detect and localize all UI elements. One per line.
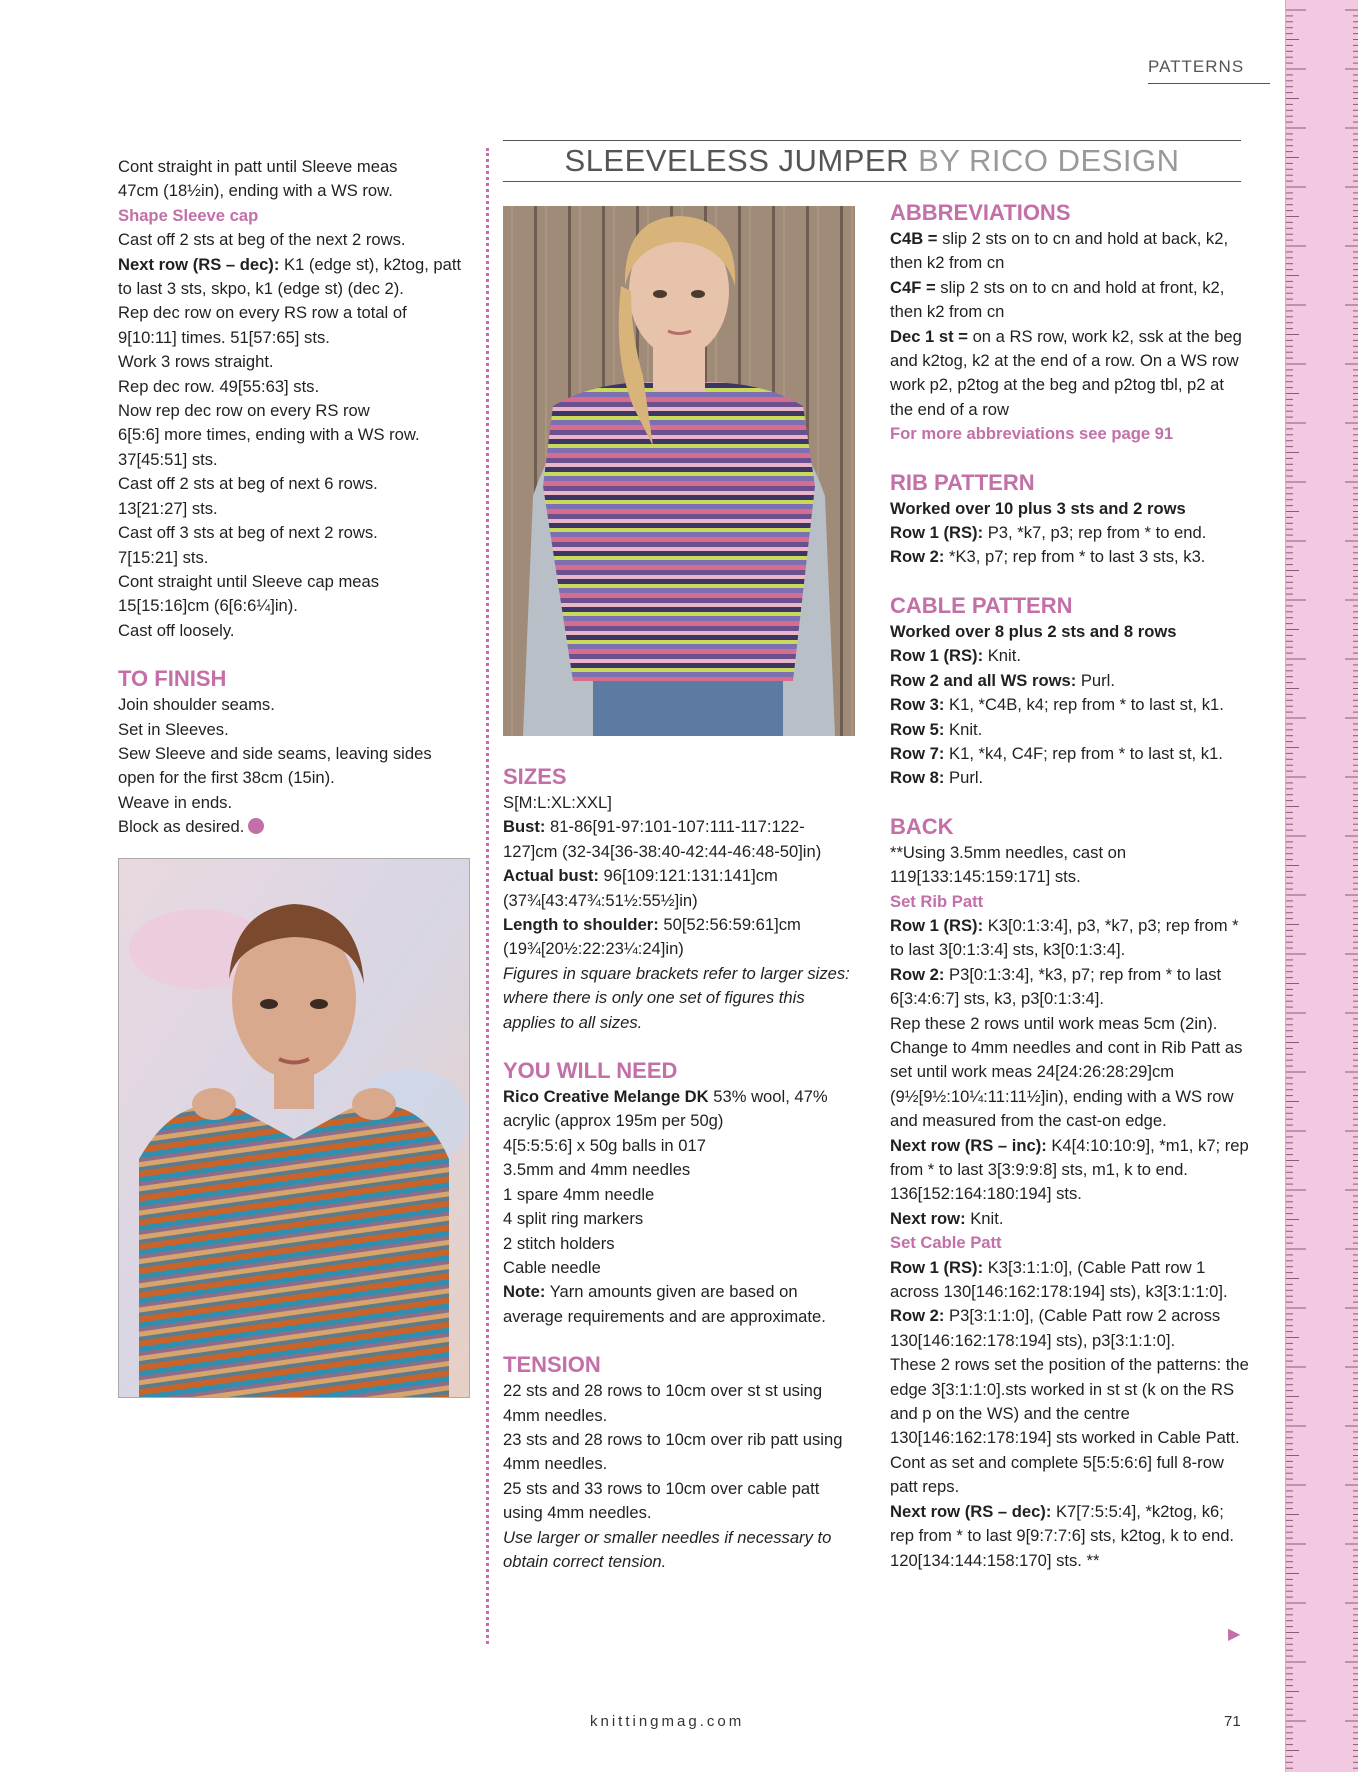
paragraph <box>503 913 858 962</box>
list-item: 2 stitch holders <box>503 1233 615 1253</box>
title-by: BY RICO DESIGN <box>918 143 1180 178</box>
yarn-desc: 53% wool, 47% acrylic (approx 195m per 50g) <box>503 1087 828 1131</box>
row-item <box>890 963 1250 1012</box>
row-text: K1, *C4B, k4; rep from * to last st, k1. <box>944 695 1224 715</box>
text-line: 9[10:11] times. 51[57:65] sts. <box>118 327 330 347</box>
abbr-term: C4F = <box>890 277 936 297</box>
sizes-list: S[M:L:XL:XXL] <box>503 793 612 812</box>
list-item: 4[5:5:5:6] x 50g balls in 017 <box>503 1135 706 1155</box>
row-label: Row 2: <box>890 964 945 984</box>
ruler-ticks <box>1286 0 1358 1772</box>
title-main: SLEEVELESS JUMPER <box>564 143 909 178</box>
text-line: Weave in ends. <box>118 792 233 812</box>
yarn-name: Rico Creative Melange DK <box>503 1087 709 1107</box>
row-item <box>890 1304 1250 1353</box>
abbr-term: C4B = <box>890 229 938 248</box>
subheading-set-rib-patt: Set Rib Patt <box>890 891 984 911</box>
row-text: P3, *k7, p3; rep from * to end. <box>983 523 1207 543</box>
paragraph <box>503 815 858 864</box>
row-text: Purl. <box>1076 670 1115 690</box>
paragraph: Change to 4mm needles and cont in Rib Patt as set until work meas 24[24:26:28:29]cm (9½[9½:10¼:11:11½]in), ending with a WS row and measured from the cast-on edge. <box>890 1037 1243 1131</box>
row-item <box>890 1207 1250 1231</box>
abbr-def: on a RS row, work k2, ssk at the beg and k2tog, k2 at the end of a row. On a WS row work p2, p2tog at the beg and p2tog tbl, p2 at the end of a row <box>890 326 1242 419</box>
more-abbreviations-link[interactable]: For more abbreviations see page 91 <box>890 424 1174 444</box>
row-label: Row 5: <box>890 719 945 739</box>
row-label: Row 8: <box>890 768 945 788</box>
paragraph: Rep these 2 rows until work meas 5cm (2in). <box>890 1013 1218 1033</box>
paragraph <box>118 253 468 302</box>
sizes-note <box>503 962 858 1035</box>
row-item <box>890 1500 1250 1573</box>
label: Actual bust: <box>503 866 599 886</box>
row-label: Next row (RS – dec): <box>890 1501 1052 1521</box>
column-divider <box>486 148 489 1644</box>
row-text: P3[3:1:1:0], (Cable Patt row 2 across 130[146:162:178:194] sts), p3[3:1:1:0]. <box>890 1306 1221 1350</box>
paragraph: These 2 rows set the position of the patterns: the edge 3[3:1:1:0].sts worked in st st (k on the RS and p on the WS) and the centre 130[146:162:178:194] sts worked in Cable Patt. <box>890 1355 1249 1448</box>
page-number: 71 <box>1224 1713 1241 1730</box>
arrow-right-icon: ▶ <box>1228 1626 1241 1643</box>
label: Length to shoulder: <box>503 915 659 935</box>
row-label: Next row (RS – inc): <box>890 1135 1047 1155</box>
row-text: K3[0:1:3:4], p3, *k7, p3; rep from * to last 3[0:1:3:4] sts, k3[0:1:3:4]. <box>890 915 1239 960</box>
list-item: 25 sts and 33 rows to 10cm over cable patt using 4mm needles. <box>503 1478 820 1523</box>
heading-rib-pattern: RIB PATTERN <box>890 469 1035 495</box>
row-item <box>890 718 1250 742</box>
text-line: Cont straight in patt until Sleeve meas <box>118 157 398 176</box>
intro-text: Worked over 8 plus 2 sts and 8 rows <box>890 621 1177 641</box>
tension-note <box>503 1526 858 1575</box>
row-label: Row 1 (RS): <box>890 646 984 666</box>
row-label: Next row (RS – dec): <box>118 254 280 274</box>
page-title <box>503 140 1241 182</box>
row-label: Row 1 (RS): <box>890 523 984 543</box>
value: Yarn amounts given are based on average requirements and are approximate. <box>503 1282 826 1326</box>
photo-illustration <box>119 859 469 1397</box>
row-text: Knit. <box>965 1208 1004 1228</box>
photo-model-jumper <box>118 858 470 1398</box>
paragraph: **Using 3.5mm needles, cast on 119[133:145:159:171] sts. <box>890 842 1127 887</box>
text-line: Join shoulder seams. <box>118 695 275 715</box>
heading-sizes: SIZES <box>503 764 567 789</box>
text-line <box>118 815 468 839</box>
row-text: K4[4:10:10:9], *m1, k7; rep from * to last 3[3:9:9:8] sts, m1, k to end. 136[152:164:180:194] sts. <box>890 1135 1249 1204</box>
ruler <box>1285 0 1358 1772</box>
text-line: Work 3 rows straight. <box>118 352 274 372</box>
row-item <box>890 742 1250 766</box>
abbr-def: slip 2 sts on to cn and hold at back, k2, then k2 from cn <box>890 229 1229 273</box>
row-item <box>890 1256 1250 1305</box>
abbr-item <box>890 325 1250 423</box>
column-3 <box>890 199 1250 1573</box>
list-item: 4 split ring markers <box>503 1209 644 1229</box>
photo-illustration <box>503 206 855 736</box>
list-item: Cable needle <box>503 1257 601 1277</box>
row-text: P3[0:1:3:4], *k3, p7; rep from * to last 6[3:4:6:7] sts, k3, p3[0:1:3:4]. <box>890 964 1222 1009</box>
cable-intro <box>890 620 1250 644</box>
row-item <box>890 914 1250 963</box>
value: 50[52:56:59:61]cm (19¾[20½:22:23¼:24]in) <box>503 915 801 959</box>
row-item <box>890 644 1250 668</box>
list-item: 3.5mm and 4mm needles <box>503 1160 691 1180</box>
abbr-item <box>890 276 1250 325</box>
row-label: Row 2 and all WS rows: <box>890 670 1077 690</box>
heading-you-will-need: YOU WILL NEED <box>503 1058 678 1084</box>
heading-cable-pattern: CABLE PATTERN <box>890 592 1073 618</box>
yarn-ball-icon <box>248 818 264 834</box>
note-text: Figures in square brackets refer to larger sizes: where there is only one set of figures this applies to all sizes. <box>503 963 850 1032</box>
row-label: Row 1 (RS): <box>890 915 984 935</box>
row-item <box>890 693 1250 717</box>
row-text: K1 (edge st), k2tog, patt to last 3 sts, skpo, k1 (edge st) (dec 2). <box>118 254 462 299</box>
heading-abbreviations: ABBREVIATIONS <box>890 200 1071 225</box>
text-line: 6[5:6] more times, ending with a WS row. <box>118 425 420 445</box>
row-item <box>890 521 1250 545</box>
row-label: Row 2: <box>890 1306 945 1326</box>
text-line: open for the first 38cm (15in). <box>118 768 335 788</box>
text-line: Cast off loosely. <box>118 620 235 640</box>
text-line: 7[15:21] sts. <box>118 547 209 567</box>
list-item: 22 sts and 28 rows to 10cm over st st using 4mm needles. <box>503 1381 823 1425</box>
section-label: PATTERNS <box>1148 57 1270 84</box>
row-item <box>890 545 1250 569</box>
column-1 <box>118 155 468 840</box>
paragraph: Cont as set and complete 5[5:5:6:6] full 8-row patt reps. <box>890 1452 1224 1497</box>
value: 81-86[91-97:101-107:111-117:122-127]cm (32-34[36-38:40-42:44-46:48-50]in) <box>503 817 822 861</box>
text-line: Cont straight until Sleeve cap meas <box>118 571 380 591</box>
row-item <box>890 1134 1250 1207</box>
abbr-def: slip 2 sts on to cn and hold at front, k2, then k2 from cn <box>890 277 1225 322</box>
heading-to-finish: TO FINISH <box>118 666 227 692</box>
photo-model-sleeveless <box>503 206 855 736</box>
row-label: Row 1 (RS): <box>890 1257 984 1277</box>
row-label: Row 3: <box>890 695 945 715</box>
text-line: Cast off 3 sts at beg of next 2 rows. <box>118 523 378 543</box>
row-text: K1, *k4, C4F; rep from * to last st, k1. <box>944 743 1223 763</box>
rib-intro <box>890 497 1250 521</box>
paragraph <box>503 864 858 913</box>
row-text: K3[3:1:1:0], (Cable Patt row 1 across 130[146:162:178:194] sts), k3[3:1:1:0]. <box>890 1257 1228 1302</box>
heading-tension: TENSION <box>503 1352 601 1378</box>
text-line: 15[15:16]cm (6[6:6¼]in). <box>118 596 298 616</box>
text-line: 37[45:51] sts. <box>118 449 218 469</box>
footer-url: knittingmag.com <box>590 1713 745 1730</box>
row-label: Row 2: <box>890 547 945 567</box>
text-line: Rep dec row. 49[55:63] sts. <box>118 376 320 396</box>
text-line: Now rep dec row on every RS row <box>118 401 370 421</box>
row-label: Row 7: <box>890 743 945 763</box>
row-text: Knit. <box>983 646 1021 666</box>
row-text: Knit. <box>944 719 983 739</box>
text-line: Cast off 2 sts at beg of the next 2 rows. <box>118 230 406 250</box>
list-item: 1 spare 4mm needle <box>503 1184 655 1204</box>
intro-text: Worked over 10 plus 3 sts and 2 rows <box>890 498 1186 518</box>
paragraph <box>503 1280 858 1329</box>
abbr-term: Dec 1 st = <box>890 326 968 346</box>
abbr-item <box>890 227 1250 276</box>
row-text: Purl. <box>944 768 984 788</box>
text-line: 47cm (18½in), ending with a WS row. <box>118 181 393 201</box>
row-text: *K3, p7; rep from * to last 3 sts, k3. <box>944 547 1206 567</box>
note-text: Use larger or smaller needles if necessary to obtain correct tension. <box>503 1527 832 1571</box>
text-line: Rep dec row on every RS row a total of <box>118 303 407 323</box>
heading-back: BACK <box>890 813 954 839</box>
subheading-sleeve-cap: Shape Sleeve cap <box>118 205 259 225</box>
text-line: Sew Sleeve and side seams, leaving sides <box>118 743 432 763</box>
row-text: K7[7:5:5:4], *k2tog, k6; rep from * to last 9[9:7:7:6] sts, k2tog, k to end. 120[134:144:158:170] sts. ** <box>890 1501 1235 1570</box>
list-item: 23 sts and 28 rows to 10cm over rib patt using 4mm needles. <box>503 1429 843 1474</box>
paragraph <box>503 1085 858 1134</box>
label: Note: <box>503 1282 546 1302</box>
row-label: Next row: <box>890 1208 966 1228</box>
value: 96[109:121:131:141]cm (37¾[43:47¾:51½:55½]in) <box>503 866 778 910</box>
text-line: Set in Sleeves. <box>118 719 229 739</box>
label: Bust: <box>503 817 546 837</box>
subheading-set-cable-patt: Set Cable Patt <box>890 1233 1002 1253</box>
row-item <box>890 766 1250 790</box>
finish-last: Block as desired. <box>118 817 245 837</box>
text-line: Cast off 2 sts at beg of next 6 rows. <box>118 474 378 494</box>
row-item <box>890 669 1250 693</box>
column-2 <box>503 763 858 1574</box>
text-line: 13[21:27] sts. <box>118 498 218 518</box>
